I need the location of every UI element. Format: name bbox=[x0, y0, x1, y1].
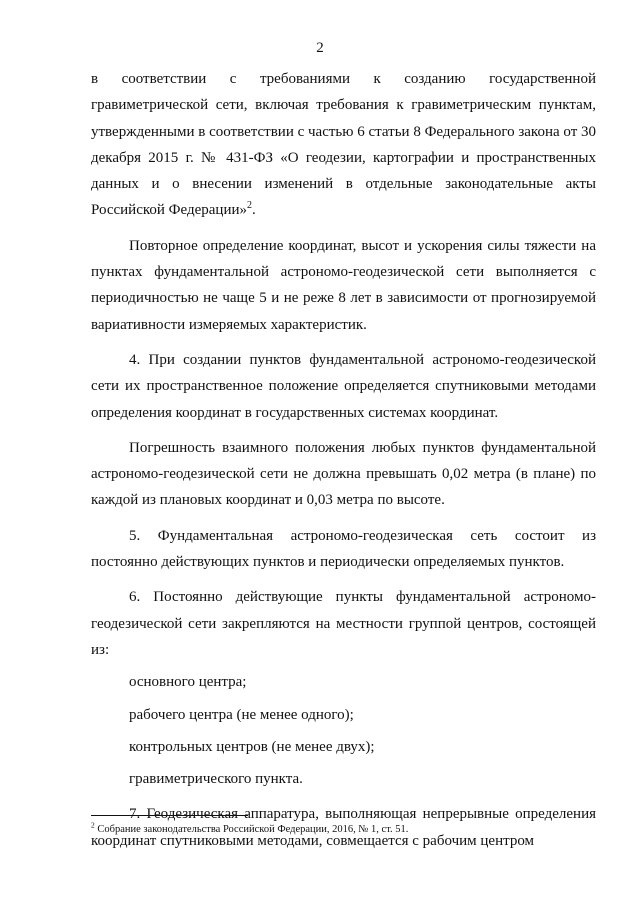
list-item-main-center: основного центра; bbox=[129, 674, 247, 691]
paragraph-7: 7. Геодезическая аппаратура, выполняющая непрерывные определения координат спутниковыми методами, совмещается с рабочим центром bbox=[91, 806, 596, 849]
list-item-gravimetric-point: гравиметрического пункта. bbox=[129, 771, 303, 788]
page-number: 2 bbox=[316, 40, 324, 56]
footnote-marker: 2 bbox=[91, 820, 95, 830]
paragraph-3: 4. При создании пунктов фундаментальной астрономо-геодезической сети их пространственное положение определяется спутниковыми методами определения координат в государственных системах координат. bbox=[91, 351, 596, 421]
footnote-reference[interactable]: 2 bbox=[247, 200, 253, 212]
paragraph-6: 6. Постоянно действующие пункты фундаментальной астрономо-геодезической сети закрепляются на местности группой центров, состоящей из: bbox=[91, 589, 596, 658]
paragraph-4: Погрешность взаимного положения любых пунктов фундаментальной астрономо-геодезической сети не должна превышать 0,02 метра (в плане) по каждой из плановых координат и 0,03 метра по высоте. bbox=[91, 439, 596, 509]
footnote bbox=[91, 820, 596, 837]
list-item-working-center: рабочего центра (не менее одного); bbox=[129, 706, 354, 723]
paragraph-1 bbox=[91, 66, 596, 224]
paragraph-5: 5. Фундаментальная астрономо-геодезическая сеть состоит из постоянно действующих пунктов и периодически определяемых пунктов. bbox=[91, 527, 596, 571]
paragraph-2: Повторное определение координат, высот и ускорения силы тяжести на пунктах фундаментальной астрономо-геодезической сети выполняется с периодичностью не чаще 5 и не реже 8 лет в зависимости от прогнозируемой вариативности измеряемых характеристик. bbox=[91, 237, 596, 333]
footnote-text: Собрание законодательства Российской Федерации, 2016, № 1, ст. 51. bbox=[97, 824, 409, 835]
list-item-control-centers: контрольных центров (не менее двух); bbox=[129, 738, 375, 755]
paragraph-1-text: в соответствии с требованиями к созданию государственной гравиметрической сети, включая требования к гравиметрическим пунктам, утвержденными в соответствии с частью 6 статьи 8 Федерального закона от 30 декабря 2015 г. № 431-ФЗ «О геодезии, картографии и пространственных данных и о внесении изменений в отдельные законодательные акты Российской Федерации» bbox=[91, 71, 596, 219]
footnote-divider bbox=[91, 815, 248, 816]
document-body bbox=[91, 66, 596, 854]
paragraph-1-end: . bbox=[252, 202, 256, 219]
